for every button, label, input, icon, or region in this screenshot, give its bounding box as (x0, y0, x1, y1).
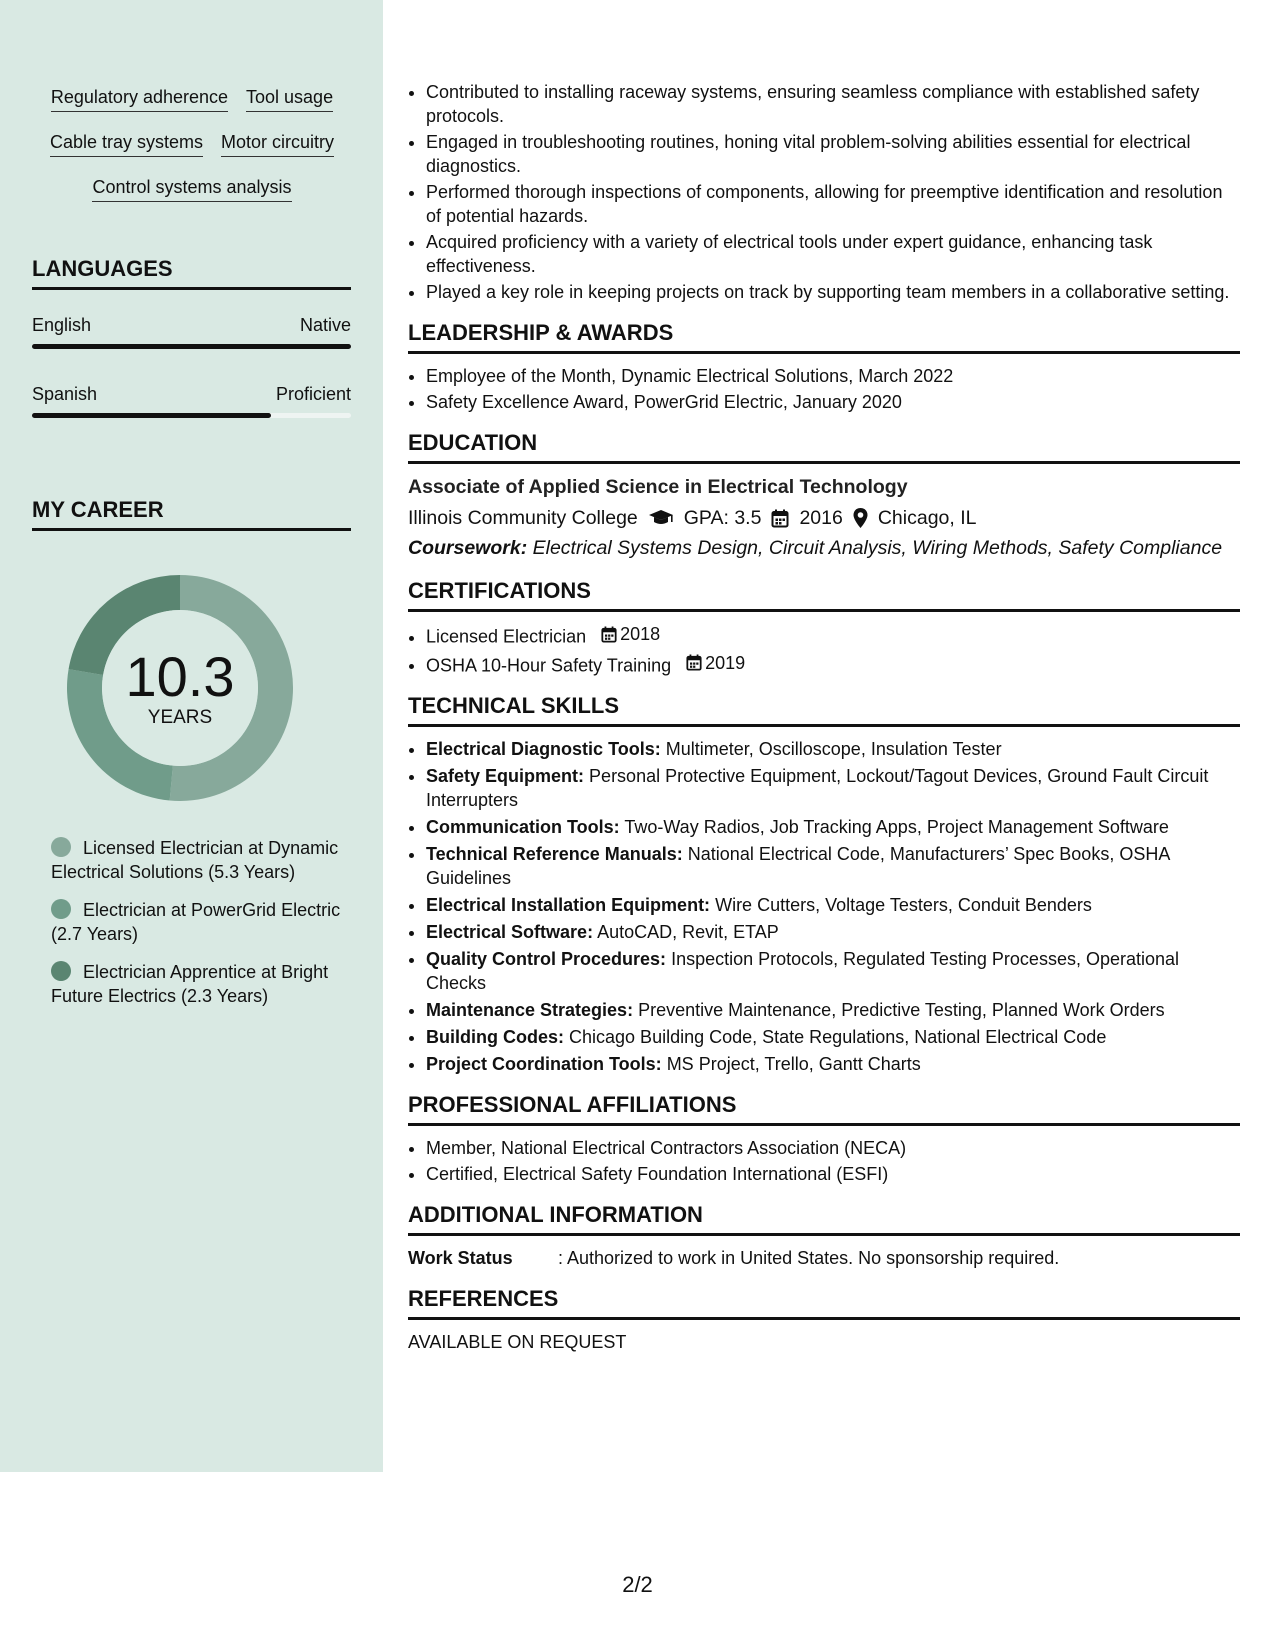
leadership-list (408, 364, 1240, 414)
references-heading: REFERENCES (408, 1286, 1240, 1320)
technical-skill (426, 920, 1240, 944)
calendar-icon (771, 509, 789, 528)
language-row (32, 314, 351, 336)
technical-skill-label: Project Coordination Tools: (426, 1054, 662, 1074)
work-status-row (408, 1246, 1240, 1270)
career-heading: MY CAREER (32, 497, 351, 531)
legend-dot-icon (51, 961, 71, 981)
technical-skill-label: Electrical Installation Equipment: (426, 895, 711, 915)
main-content (408, 80, 1240, 1354)
gpa: GPA: 3.5 (683, 507, 762, 529)
calendar-icon (601, 626, 617, 643)
school-location: Chicago, IL (877, 507, 977, 529)
technical-skill-label: Communication Tools: (426, 817, 620, 837)
technical-skill-label: Building Codes: (426, 1027, 564, 1047)
technical-skill-label: Safety Equipment: (426, 766, 585, 786)
experience-bullet: • Played a key role in keeping projects on track by supporting team members in a collaborative setting. (426, 280, 1240, 304)
technical-skill-value: Preventive Maintenance, Predictive Testing, Planned Work Orders (638, 1000, 1165, 1020)
certification-date (686, 651, 745, 675)
technical-skill-label: Electrical Software: (426, 922, 594, 942)
technical-skill-value: Two-Way Radios, Job Tracking Apps, Project Management Software (624, 817, 1169, 837)
technical-skills-list (408, 737, 1240, 1076)
technical-skill-value: MS Project, Trello, Gantt Charts (666, 1054, 921, 1074)
certifications-heading: CERTIFICATIONS (408, 578, 1240, 612)
language-bar-fill (32, 344, 351, 349)
career-item-text: Licensed Electrician at Dynamic Electrical Solutions (5.3 Years) (51, 838, 339, 882)
graduation-cap-icon (648, 509, 674, 527)
technical-skill (426, 1025, 1240, 1049)
skill-tag: Cable tray systems (50, 131, 203, 157)
skill-tag-row (32, 176, 352, 202)
career-item (51, 836, 341, 884)
school-name: Illinois Community College (408, 507, 638, 529)
technical-skill-label: Quality Control Procedures: (426, 949, 667, 969)
certification-year: 2019 (705, 652, 746, 673)
coursework (408, 536, 1240, 560)
technical-skill-value: Chicago Building Code, State Regulations, National Electrical Code (569, 1027, 1107, 1047)
technical-skill (426, 1052, 1240, 1076)
technical-skills-heading: TECHNICAL SKILLS (408, 693, 1240, 727)
legend-dot-icon (51, 899, 71, 919)
affiliation-item: • Member, National Electrical Contractors Association (NECA) (426, 1136, 1240, 1160)
affiliations-heading: PROFESSIONAL AFFILIATIONS (408, 1092, 1240, 1126)
certification-name: OSHA 10-Hour Safety Training (426, 655, 672, 675)
experience-bullets (408, 80, 1240, 304)
technical-skill-value: National Electrical Code, Manufacturers’ Spec Books, OSHA Guidelines (426, 844, 1170, 888)
technical-skill (426, 893, 1240, 917)
award-item: • Safety Excellence Award, PowerGrid Electric, January 2020 (426, 390, 1240, 414)
technical-skill (426, 815, 1240, 839)
language-bar (32, 344, 351, 349)
leadership-heading: LEADERSHIP & AWARDS (408, 320, 1240, 354)
coursework-text: Electrical Systems Design, Circuit Analysis, Wiring Methods, Safety Compliance (532, 537, 1223, 559)
technical-skill-value: AutoCAD, Revit, ETAP (597, 922, 779, 942)
technical-skill-label: Technical Reference Manuals: (426, 844, 683, 864)
education-meta (408, 504, 1240, 532)
career-total-number: 10.3 (125, 645, 235, 708)
certification-year: 2018 (620, 624, 661, 644)
language-level: Native (299, 315, 351, 335)
technical-skill (426, 947, 1240, 995)
languages-heading: LANGUAGES (32, 256, 351, 290)
technical-skill (426, 737, 1240, 761)
calendar-icon (686, 654, 702, 671)
technical-skill (426, 764, 1240, 812)
award-item: • Employee of the Month, Dynamic Electrical Solutions, March 2022 (426, 364, 1240, 388)
career-item-text: Electrician at PowerGrid Electric (2.7 Years) (51, 900, 341, 944)
language-bar (32, 413, 351, 418)
affiliations-list (408, 1136, 1240, 1186)
language-name: English (32, 315, 92, 335)
skill-tag-row (32, 86, 352, 112)
additional-info-heading: ADDITIONAL INFORMATION (408, 1202, 1240, 1236)
career-item (51, 960, 341, 1008)
certifications-list (408, 622, 1240, 677)
career-total (67, 575, 293, 801)
skill-tag: Regulatory adherence (51, 86, 228, 112)
education-heading: EDUCATION (408, 430, 1240, 464)
certification-name: Licensed Electrician (426, 626, 587, 647)
technical-skill (426, 998, 1240, 1022)
certification-item (426, 622, 1240, 649)
degree-title: Associate of Applied Science in Electrical Technology (408, 476, 908, 498)
experience-bullet: • Contributed to installing raceway systems, ensuring seamless compliance with established safety protocols. (426, 80, 1240, 128)
language-level: Proficient (275, 384, 351, 404)
affiliation-item: • Certified, Electrical Safety Foundation International (ESFI) (426, 1162, 1240, 1186)
skill-tag: Control systems analysis (92, 176, 291, 202)
language-row (32, 383, 351, 405)
skill-tag: Tool usage (246, 86, 333, 112)
graduation-year: 2016 (799, 507, 843, 529)
career-list (51, 836, 341, 1022)
legend-dot-icon (51, 837, 71, 857)
language-bar-fill (32, 413, 271, 418)
career-total-unit: YEARS (147, 707, 213, 728)
career-item-text: Electrician Apprentice at Bright Future Electrics (2.3 Years) (51, 962, 329, 1006)
skill-tags (32, 86, 352, 221)
technical-skill-label: Maintenance Strategies: (426, 1000, 634, 1020)
technical-skill-value: Wire Cutters, Voltage Testers, Conduit Benders (715, 895, 1092, 915)
language-name: Spanish (32, 384, 98, 404)
certification-item (426, 651, 1240, 678)
coursework-label: Coursework: (408, 537, 528, 559)
sidebar (0, 0, 383, 1472)
work-status-label: Work Status (408, 1248, 513, 1268)
career-item (51, 898, 341, 946)
technical-skill-value: Inspection Protocols, Regulated Testing Processes, Operational Checks (426, 949, 1180, 993)
location-pin-icon (853, 508, 868, 528)
references-text: AVAILABLE ON REQUEST (408, 1332, 627, 1352)
technical-skill (426, 842, 1240, 890)
work-status-value: : Authorized to work in United States. No sponsorship required. (558, 1248, 1060, 1268)
technical-skill-value: Multimeter, Oscilloscope, Insulation Tester (665, 739, 1002, 759)
experience-bullet: • Engaged in troubleshooting routines, honing vital problem-solving abilities essential for electrical diagnostics. (426, 130, 1240, 178)
skill-tag-row (32, 131, 352, 157)
certification-date (601, 622, 660, 646)
experience-bullet: • Performed thorough inspections of components, allowing for preemptive identification and resolution of potential hazards. (426, 180, 1240, 228)
technical-skill-label: Electrical Diagnostic Tools: (426, 739, 661, 759)
technical-skill-value: Personal Protective Equipment, Lockout/Tagout Devices, Ground Fault Circuit Interrupters (426, 766, 1209, 810)
page-number: 2/2 (622, 1572, 653, 1597)
skill-tag: Motor circuitry (221, 131, 334, 157)
experience-bullet: • Acquired proficiency with a variety of electrical tools under expert guidance, enhancing task effectiveness. (426, 230, 1240, 278)
